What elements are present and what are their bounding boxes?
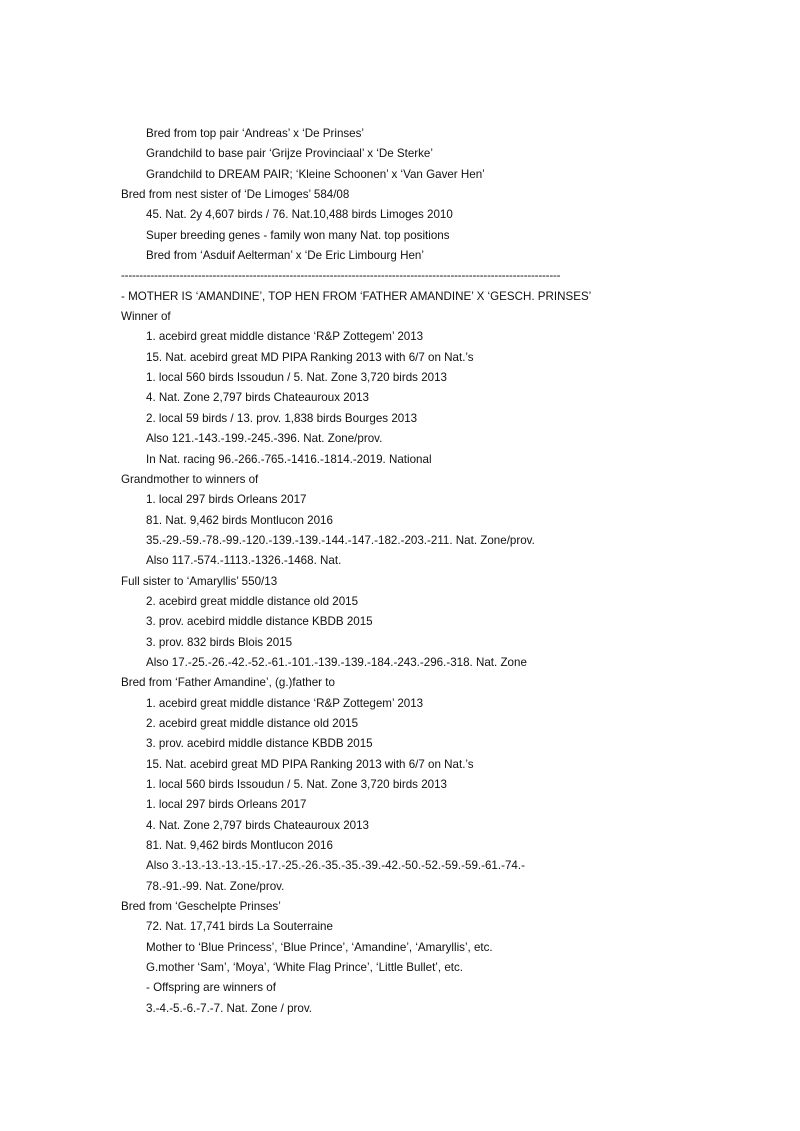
section-heading: Grandmother to winners of bbox=[121, 472, 259, 486]
section-heading: Bred from nest sister of ‘De Limoges’ 584/08 bbox=[121, 188, 350, 202]
list-item: 1. local 560 birds Issoudun / 5. Nat. Zone 3,720 birds 2013 bbox=[146, 778, 447, 791]
section-heading: Bred from ‘Father Amandine’, (g.)father to bbox=[121, 676, 335, 690]
list-item: 2. local 59 birds / 13. prov. 1,838 birds Bourges 2013 bbox=[146, 411, 418, 425]
document-body bbox=[121, 124, 761, 1019]
section-heading: Bred from ‘Geschelpte Prinses’ bbox=[121, 900, 281, 914]
list-item: 3. prov. 832 birds Blois 2015 bbox=[146, 635, 293, 649]
separator-line: ------------------------------------------------------------------------------------------------------------------------ bbox=[121, 269, 561, 283]
section-heading: - MOTHER IS ‘AMANDINE’, TOP HEN FROM ‘FATHER AMANDINE’ X ‘GESCH. PRINSES’ bbox=[121, 289, 592, 303]
list-item: 1. local 297 birds Orleans 2017 bbox=[146, 493, 307, 507]
list-item: G.mother ‘Sam’, ‘Moya’, ‘White Flag Prince’, ‘Little Bullet’, etc. bbox=[146, 961, 463, 975]
list-item: 1. local 560 birds Issoudun / 5. Nat. Zone 3,720 birds 2013 bbox=[146, 371, 447, 385]
list-item: In Nat. racing 96.-266.-765.-1416.-1814.-2019. National bbox=[146, 452, 432, 466]
list-item: Grandchild to base pair ‘Grijze Provinciaal’ x ‘De Sterke’ bbox=[146, 147, 433, 161]
list-item: Super breeding genes - family won many Nat. top positions bbox=[146, 228, 450, 242]
list-item: 72. Nat. 17,741 birds La Souterraine bbox=[146, 920, 333, 934]
list-item: 3. prov. acebird middle distance KBDB 2015 bbox=[146, 615, 373, 629]
list-item: 1. acebird great middle distance ‘R&P Zottegem’ 2013 bbox=[146, 696, 424, 710]
list-item: 15. Nat. acebird great MD PIPA Ranking 2013 with 6/7 on Nat.’s bbox=[146, 757, 474, 771]
section-heading: Winner of bbox=[121, 310, 171, 324]
list-item: - Offspring are winners of bbox=[146, 981, 276, 995]
list-item: Also 117.-574.-1113.-1326.-1468. Nat. bbox=[146, 554, 342, 568]
list-item: 81. Nat. 9,462 birds Montlucon 2016 bbox=[146, 513, 333, 527]
list-item: 4. Nat. Zone 2,797 birds Chateauroux 2013 bbox=[146, 818, 370, 832]
list-item: 3. prov. acebird middle distance KBDB 2015 bbox=[146, 737, 373, 751]
list-item: 4. Nat. Zone 2,797 birds Chateauroux 2013 bbox=[146, 391, 370, 405]
list-item: 1. acebird great middle distance ‘R&P Zottegem’ 2013 bbox=[146, 330, 424, 344]
list-item: Grandchild to DREAM PAIR; ‘Kleine Schoonen’ x ‘Van Gaver Hen’ bbox=[146, 167, 485, 181]
list-item: 2. acebird great middle distance old 2015 bbox=[146, 594, 359, 608]
list-item: 81. Nat. 9,462 birds Montlucon 2016 bbox=[146, 839, 333, 853]
list-item: Also 121.-143.-199.-245.-396. Nat. Zone/prov. bbox=[146, 432, 383, 446]
list-item: Bred from top pair ‘Andreas’ x ‘De Prinses’ bbox=[146, 127, 365, 140]
list-item: Mother to ‘Blue Princess’, ‘Blue Prince’, ‘Amandine’, ‘Amaryllis’, etc. bbox=[146, 940, 493, 954]
list-item: Also 17.-25.-26.-42.-52.-61.-101.-139.-139.-184.-243.-296.-318. Nat. Zone bbox=[146, 655, 527, 669]
list-item: Also 3.-13.-13.-13.-15.-17.-25.-26.-35.-35.-39.-42.-50.-52.-59.-59.-61.-74.- bbox=[146, 859, 525, 873]
list-item: 78.-91.-99. Nat. Zone/prov. bbox=[146, 879, 285, 893]
list-item: 45. Nat. 2y 4,607 birds / 76. Nat.10,488 birds Limoges 2010 bbox=[146, 208, 453, 222]
list-item: 35.-29.-59.-78.-99.-120.-139.-139.-144.-147.-182.-203.-211. Nat. Zone/prov. bbox=[146, 533, 535, 547]
list-item: 2. acebird great middle distance old 2015 bbox=[146, 716, 359, 730]
list-item: 15. Nat. acebird great MD PIPA Ranking 2013 with 6/7 on Nat.’s bbox=[146, 350, 474, 364]
list-item: 1. local 297 birds Orleans 2017 bbox=[146, 798, 307, 812]
section-heading: Full sister to ‘Amaryllis’ 550/13 bbox=[121, 574, 278, 588]
list-item: 3.-4.-5.-6.-7.-7. Nat. Zone / prov. bbox=[146, 1001, 313, 1015]
list-item: Bred from ‘Asduif Aelterman’ x ‘De Eric Limbourg Hen’ bbox=[146, 249, 424, 263]
